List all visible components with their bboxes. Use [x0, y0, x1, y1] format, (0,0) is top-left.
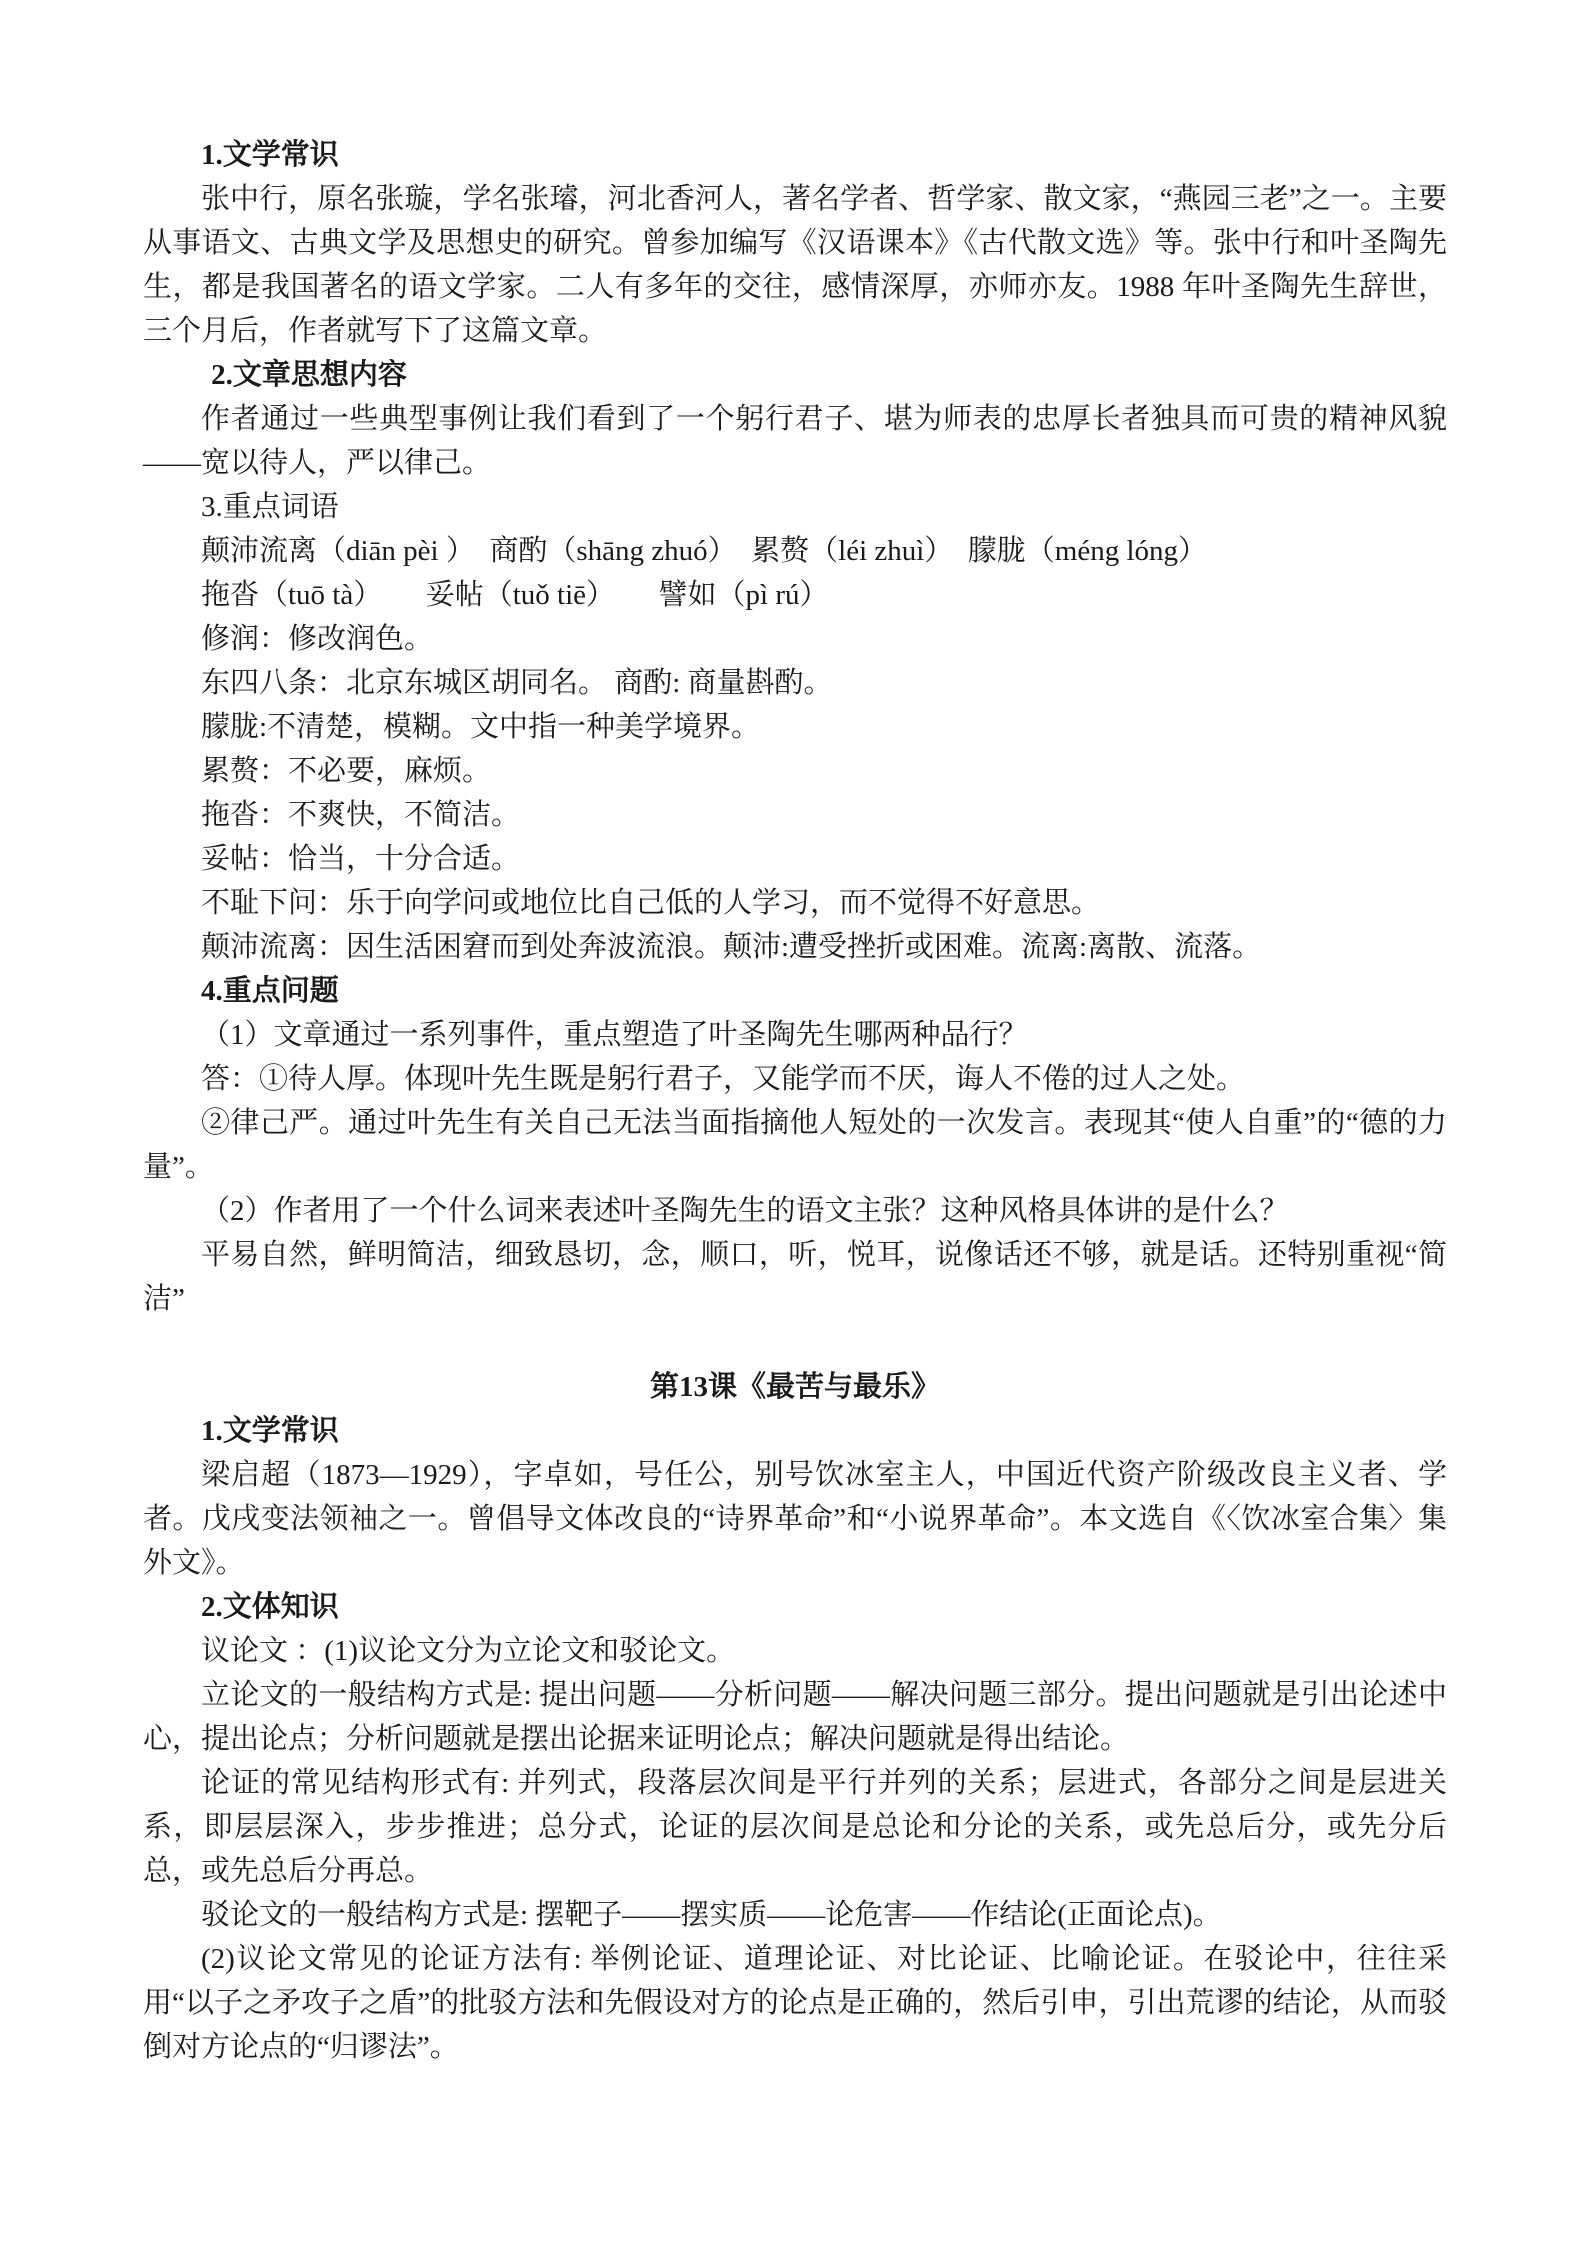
- vocab-line: 颠沛流离（diān pèi ） 商酌（shāng zhuó） 累赘（léi zhuì） 朦胧（méng lóng）: [201, 535, 1208, 567]
- body-paragraph: 平易自然，鲜明简洁，细致恳切，念，顺口，听，悦耳，说像话还不够，就是话。还特别重视“简洁”: [143, 1239, 1447, 1315]
- section-heading: 2.文章思想内容: [211, 359, 407, 391]
- body-paragraph: （2）作者用了一个什么词来表述叶圣陶先生的语文主张？这种风格具体讲的是什么？: [201, 1195, 1289, 1227]
- vocab-line: 拖沓（tuō tà） 妥帖（tuǒ tiē） 譬如（pì rú）: [201, 579, 829, 611]
- body-paragraph: ②律己严。通过叶先生有关自己无法当面指摘他人短处的一次发言。表现其“使人自重”的“德的力量”。: [143, 1107, 1447, 1183]
- vocab-line: 拖沓：不爽快，不简洁。: [201, 799, 521, 831]
- vocab-line: 东四八条：北京东城区胡同名。 商酌: 商量斟酌。: [201, 667, 833, 699]
- vocab-line: 不耻下问：乐于向学问或地位比自己低的人学习，而不觉得不好意思。: [201, 887, 1101, 919]
- body-paragraph: （1）文章通过一系列事件，重点塑造了叶圣陶先生哪两种品行？: [201, 1019, 1028, 1051]
- vocab-line: 颠沛流离：因生活困窘而到处奔波流浪。颠沛:遭受挫折或困难。流离:离散、流落。: [201, 931, 1262, 963]
- body-paragraph: 作者通过一些典型事例让我们看到了一个躬行君子、堪为师表的忠厚长者独具而可贵的精神风貌——宽以待人，严以律己。: [143, 403, 1447, 479]
- body-paragraph: 答：①待人厚。体现叶先生既是躬行君子，又能学而不厌，诲人不倦的过人之处。: [201, 1063, 1246, 1095]
- section-heading: 4.重点问题: [201, 975, 339, 1007]
- body-paragraph: 议论文 ：(1)议论文分为立论文和驳论文。: [201, 1635, 736, 1667]
- body-paragraph: 立论文的一般结构方式是: 提出问题——分析问题——解决问题三部分。提出问题就是引出论述中心，提出论点；分析问题就是摆出论据来证明论点；解决问题就是得出结论。: [143, 1679, 1447, 1755]
- section-heading: 1.文学常识: [201, 1415, 339, 1447]
- body-paragraph: 论证的常见结构形式有: 并列式，段落层次间是平行并列的关系；层进式，各部分之间是层进关系，即层层深入，步步推进；总分式，论证的层次间是总论和分论的关系，或先总后分，或先分后总，或先总后分再总。: [143, 1767, 1447, 1887]
- section-heading: 2.文体知识: [201, 1591, 339, 1623]
- body-paragraph: (2)议论文常见的论证方法有: 举例论证、道理论证、对比论证、比喻论证。在驳论中，往往采用“以子之矛攻子之盾”的批驳方法和先假设对方的论点是正确的，然后引申，引出荒谬的结论，从而驳倒对方论点的“归谬法”。: [143, 1943, 1447, 2063]
- section-heading: 1.文学常识: [201, 139, 339, 171]
- body-paragraph: 梁启超（1873—1929），字卓如，号任公，别号饮冰室主人，中国近代资产阶级改良主义者、学者。戊戌变法领袖之一。曾倡导文体改良的“诗界革命”和“小说界革命”。本文选自《〈饮冰室合集〉集外文》。: [143, 1459, 1447, 1579]
- vocab-line: 修润：修改润色。: [201, 623, 434, 655]
- vocab-line: 累赘：不必要，麻烦。: [201, 755, 492, 787]
- vocab-line: 妥帖：恰当，十分合适。: [201, 843, 521, 875]
- body-paragraph: 驳论文的一般结构方式是: 摆靶子——摆实质——论危害——作结论(正面论点)。: [201, 1899, 1222, 1931]
- body-paragraph: 张中行，原名张璇，学名张璿，河北香河人，著名学者、哲学家、散文家，“燕园三老”之一。主要从事语文、古典文学及思想史的研究。曾参加编写《汉语课本》《古代散文选》等。张中行和叶圣陶先生，都是我国著名的语文学家。二人有多年的交往，感情深厚，亦师亦友。1988 年叶圣陶先生辞世，三个月后，作者就写下了这篇文章。: [143, 183, 1447, 347]
- lesson-title: 第13课《最苦与最乐》: [649, 1371, 940, 1403]
- vocab-line: 朦胧:不清楚，模糊。文中指一种美学境界。: [201, 711, 761, 743]
- section-heading: 3.重点词语: [201, 491, 339, 523]
